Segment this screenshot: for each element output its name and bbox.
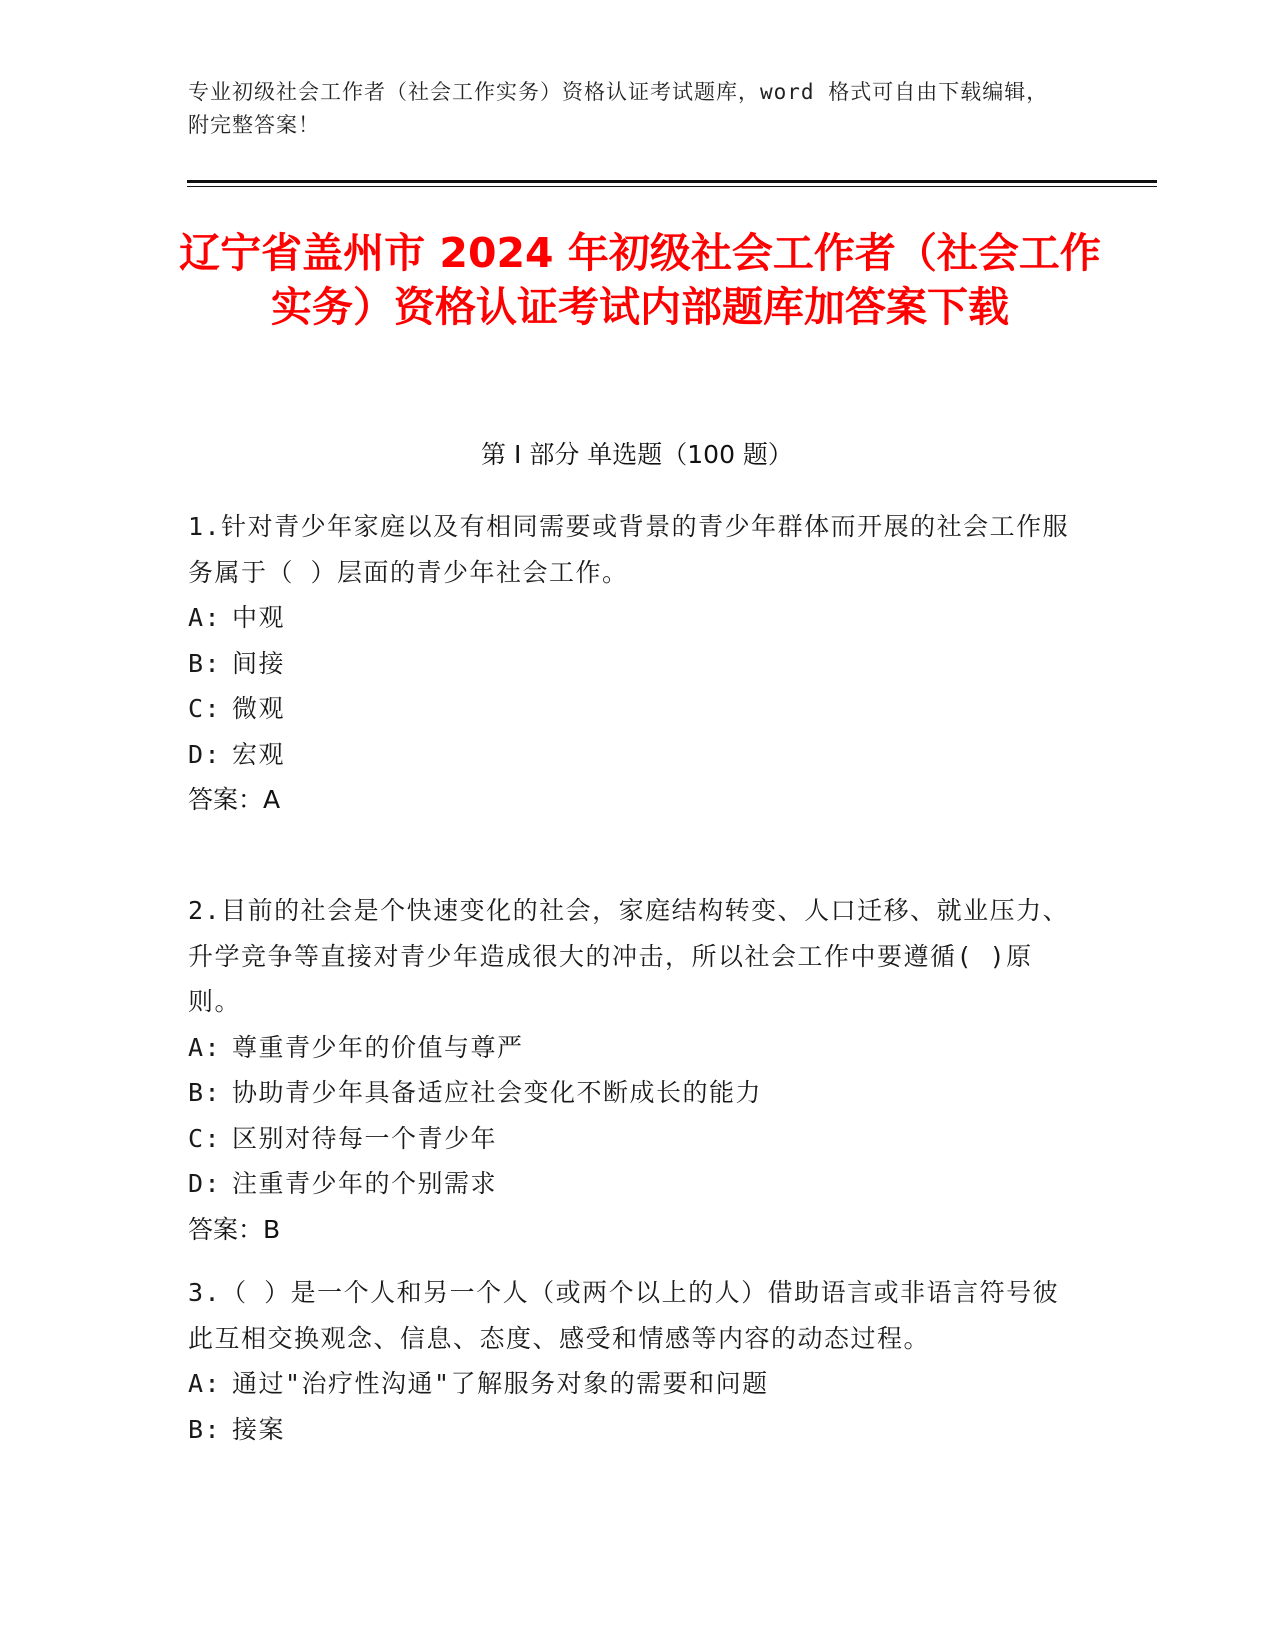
header-divider-thin <box>187 186 1157 187</box>
section-title: 第 I 部分 单选题（100 题） <box>481 440 793 469</box>
question-3 <box>188 1270 1078 1452</box>
question-text: 1.针对青少年家庭以及有相同需要或背景的青少年群体而开展的社会工作服务属于（ ）层面的青少年社会工作。 <box>188 512 1070 587</box>
option-letter: D: <box>188 739 222 769</box>
option-letter: C: <box>188 1123 222 1153</box>
option-text: 协助青少年具备适应社会变化不断成长的能力 <box>232 1078 763 1107</box>
option-letter: C: <box>188 694 222 723</box>
option-b <box>188 1407 1078 1453</box>
option-text: 间接 <box>232 648 286 678</box>
answer-line: 答案：B <box>188 1214 281 1244</box>
document-title: 辽宁省盖州市 2024 年初级社会工作者（社会工作实务）资格认证考试内部题库加答案下载 <box>179 229 1101 331</box>
option-letter: B: <box>188 648 222 678</box>
question-2 <box>188 888 1078 1252</box>
option-text: 注重青少年的个别需求 <box>232 1169 498 1198</box>
header-note: 专业初级社会工作者（社会工作实务）资格认证考试题库，word 格式可自由下载编辑，附完整答案！ <box>188 80 1049 137</box>
option-letter: A: <box>188 1032 222 1062</box>
option-b <box>188 1070 1078 1116</box>
option-c <box>188 1116 1078 1162</box>
option-text: 微观 <box>232 694 286 723</box>
option-a <box>188 1025 1078 1071</box>
answer-line: 答案：A <box>188 785 281 814</box>
option-text: 中观 <box>232 603 286 632</box>
option-text: 接案 <box>232 1414 286 1444</box>
option-text: 通过"治疗性沟通"了解服务对象的需要和问题 <box>232 1369 769 1398</box>
option-d <box>188 732 1078 778</box>
option-d <box>188 1161 1078 1207</box>
option-a <box>188 595 1078 641</box>
option-letter: D: <box>188 1169 222 1198</box>
option-letter: A: <box>188 603 222 632</box>
option-a <box>188 1361 1078 1407</box>
option-c <box>188 686 1078 732</box>
option-letter: B: <box>188 1414 222 1444</box>
option-text: 尊重青少年的价值与尊严 <box>232 1032 524 1062</box>
question-text: 2.目前的社会是个快速变化的社会，家庭结构转变、人口迁移、就业压力、升学竞争等直接对青少年造成很大的冲击，所以社会工作中要遵循( )原则。 <box>188 896 1070 1016</box>
option-letter: A: <box>188 1369 222 1398</box>
header-divider-thick <box>187 180 1157 183</box>
option-b <box>188 641 1078 687</box>
option-text: 区别对待每一个青少年 <box>232 1123 498 1153</box>
option-letter: B: <box>188 1078 222 1107</box>
option-text: 宏观 <box>232 739 286 769</box>
question-1 <box>188 504 1078 823</box>
question-text: 3.（ ）是一个人和另一个人（或两个以上的人）借助语言或非语言符号彼此互相交换观念、信息、态度、感受和情感等内容的动态过程。 <box>188 1278 1060 1353</box>
